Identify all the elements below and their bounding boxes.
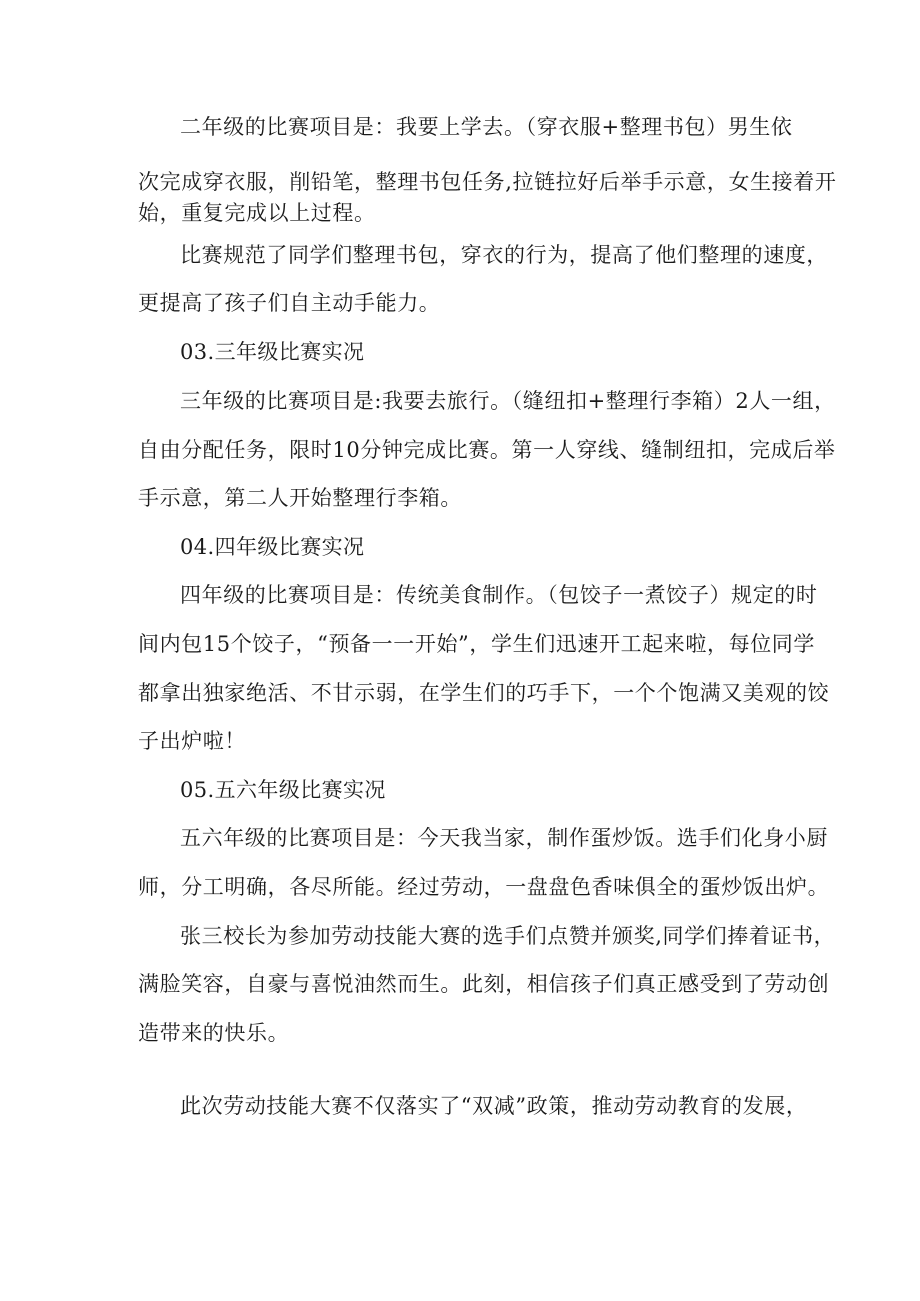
paragraph-grade2-line3: 始，重复完成以上过程。 (138, 201, 376, 225)
paragraph-summary-line2: 更提高了孩子们自主动手能力。 (138, 291, 441, 315)
paragraph-grade56-line1: 五六年级的比赛项目是：今天我当家，制作蛋炒饭。选手们化身小厨 (180, 826, 828, 850)
paragraph-grade3-line3: 手示意，第二人开始整理行李箱。 (138, 486, 462, 510)
section-heading-grade3: 03.三年级比赛实况 (180, 340, 365, 364)
paragraph-conclusion-line1: 此次劳动技能大赛不仅落实了“双减”政策，推动劳动教育的发展， (180, 1094, 808, 1118)
paragraph-award-line3: 造带来的快乐。 (138, 1021, 290, 1045)
paragraph-summary-line1: 比赛规范了同学们整理书包，穿衣的行为，提高了他们整理的速度， (180, 243, 828, 267)
section-heading-grade4: 04.四年级比赛实况 (180, 535, 365, 559)
paragraph-grade4-line3: 都拿出独家绝活、不甘示弱，在学生们的巧手下，一个个饱满又美观的饺 (138, 681, 830, 705)
paragraph-grade4-line1: 四年级的比赛项目是：传统美食制作。（包饺子一煮饺子）规定的时 (180, 583, 818, 607)
paragraph-award-line2: 满脸笑容，自豪与喜悦油然而生。此刻，相信孩子们真正感受到了劳动创 (138, 972, 830, 996)
paragraph-grade2-line1: 二年级的比赛项目是：我要上学去。（穿衣服+整理书包）男生依 (180, 115, 793, 139)
paragraph-grade4-line2: 间内包15个饺子，“预备一一开始”，学生们迅速开工起来啦，每位同学 (138, 632, 815, 656)
paragraph-grade3-line2: 自由分配任务，限时10分钟完成比赛。第一人穿线、缝制纽扣，完成后举 (138, 438, 836, 462)
section-heading-grade56: 05.五六年级比赛实况 (180, 778, 386, 802)
paragraph-grade3-line1: 三年级的比赛项目是:我要去旅行。（缝纽扣+整理行李箱）2人一组， (180, 389, 836, 413)
paragraph-grade56-line2: 师，分工明确，各尽所能。经过劳动，一盘盘色香味俱全的蛋炒饭出炉。 (138, 875, 830, 899)
paragraph-grade2-line2: 次完成穿衣服，削铅笔，整理书包任务,拉链拉好后举手示意，女生接着开 (138, 170, 837, 194)
paragraph-grade4-line4: 子出炉啦！ (138, 729, 246, 753)
paragraph-award-line1: 张三校长为参加劳动技能大赛的选手们点赞并颁奖,同学们捧着证书， (180, 924, 836, 948)
